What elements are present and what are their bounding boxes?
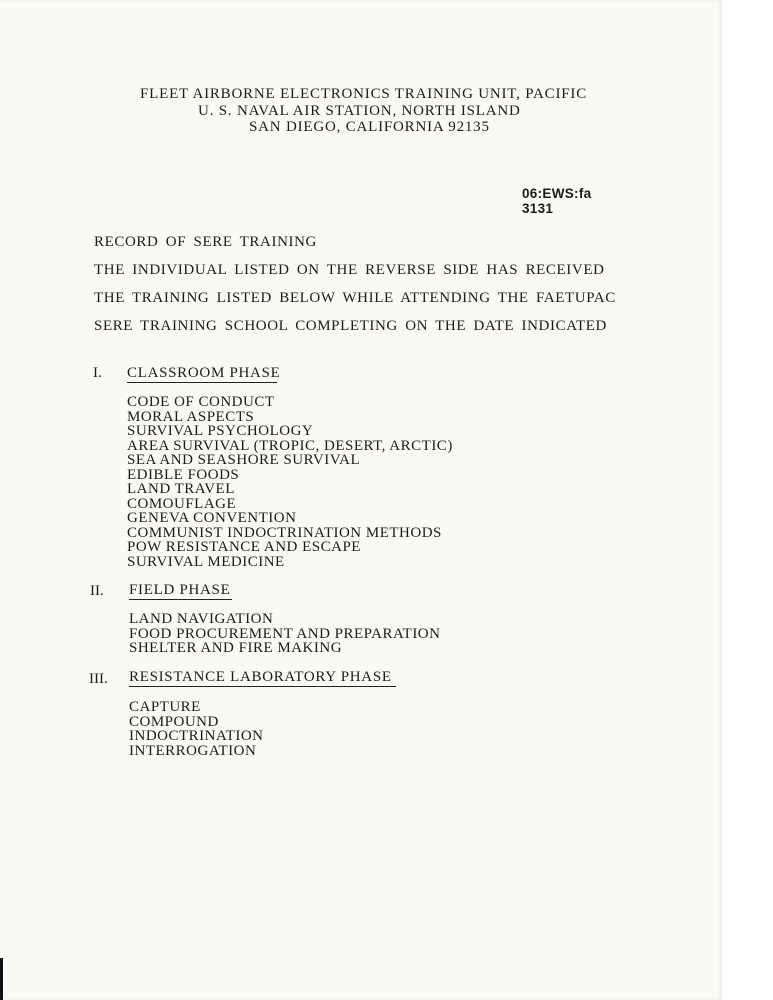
list-item: MORAL ASPECTS: [127, 408, 255, 425]
list-item: EDIBLE FOODS: [127, 466, 240, 483]
list-item: AREA SURVIVAL (TROPIC, DESERT, ARCTIC): [127, 437, 453, 454]
list-item: CODE OF CONDUCT: [127, 394, 275, 410]
list-item: SURVIVAL PSYCHOLOGY: [127, 423, 314, 439]
reference-code: 06:EWS:fa: [522, 186, 592, 201]
header-unit-name: FLEET AIRBORNE ELECTRONICS TRAINING UNIT, PACIFIC: [140, 86, 587, 102]
record-title: RECORD OF SERE TRAINING: [94, 234, 317, 250]
classroom-phase-list: [127, 395, 453, 569]
resistance-phase-list: [129, 700, 264, 758]
reference-number: 3131: [522, 201, 554, 216]
list-item: FOOD PROCUREMENT AND PREPARATION: [129, 625, 441, 642]
list-item: LAND NAVIGATION: [129, 611, 274, 627]
list-item: INTERROGATION: [129, 742, 257, 759]
field-phase-list: [129, 612, 440, 656]
section-numeral: III.: [89, 671, 108, 687]
list-item: COMMUNIST INDOCTRINATION METHODS: [127, 524, 442, 541]
section-title-field: FIELD PHASE: [129, 582, 231, 598]
list-item: CAPTURE: [129, 699, 201, 715]
section-underline: [129, 599, 232, 600]
list-item: LAND TRAVEL: [127, 481, 235, 497]
list-item: COMOUFLAGE: [127, 495, 237, 512]
section-title-resistance: RESISTANCE LABORATORY PHASE: [129, 669, 392, 685]
section-numeral: I.: [93, 365, 102, 381]
section-underline: [129, 686, 396, 687]
section-title-classroom: CLASSROOM PHASE: [127, 365, 281, 381]
intro-line-2: THE TRAINING LISTED BELOW WHILE ATTENDING THE FAETUPAC: [94, 290, 616, 306]
list-item: COMPOUND: [129, 713, 219, 730]
section-numeral: II.: [90, 583, 104, 599]
list-item: SHELTER AND FIRE MAKING: [129, 640, 343, 656]
header-city: SAN DIEGO, CALIFORNIA 92135: [249, 119, 490, 135]
scan-edge-mark: [0, 958, 3, 1000]
list-item: GENEVA CONVENTION: [127, 510, 297, 526]
list-item: POW RESISTANCE AND ESCAPE: [127, 539, 361, 555]
intro-line-1: THE INDIVIDUAL LISTED ON THE REVERSE SIDE HAS RECEIVED: [94, 262, 605, 278]
list-item: SURVIVAL MEDICINE: [127, 553, 285, 570]
header-station: U. S. NAVAL AIR STATION, NORTH ISLAND: [198, 103, 521, 119]
list-item: INDOCTRINATION: [129, 728, 264, 744]
list-item: SEA AND SEASHORE SURVIVAL: [127, 452, 361, 468]
intro-line-3: SERE TRAINING SCHOOL COMPLETING ON THE DATE INDICATED: [94, 318, 607, 334]
section-underline: [127, 382, 277, 383]
